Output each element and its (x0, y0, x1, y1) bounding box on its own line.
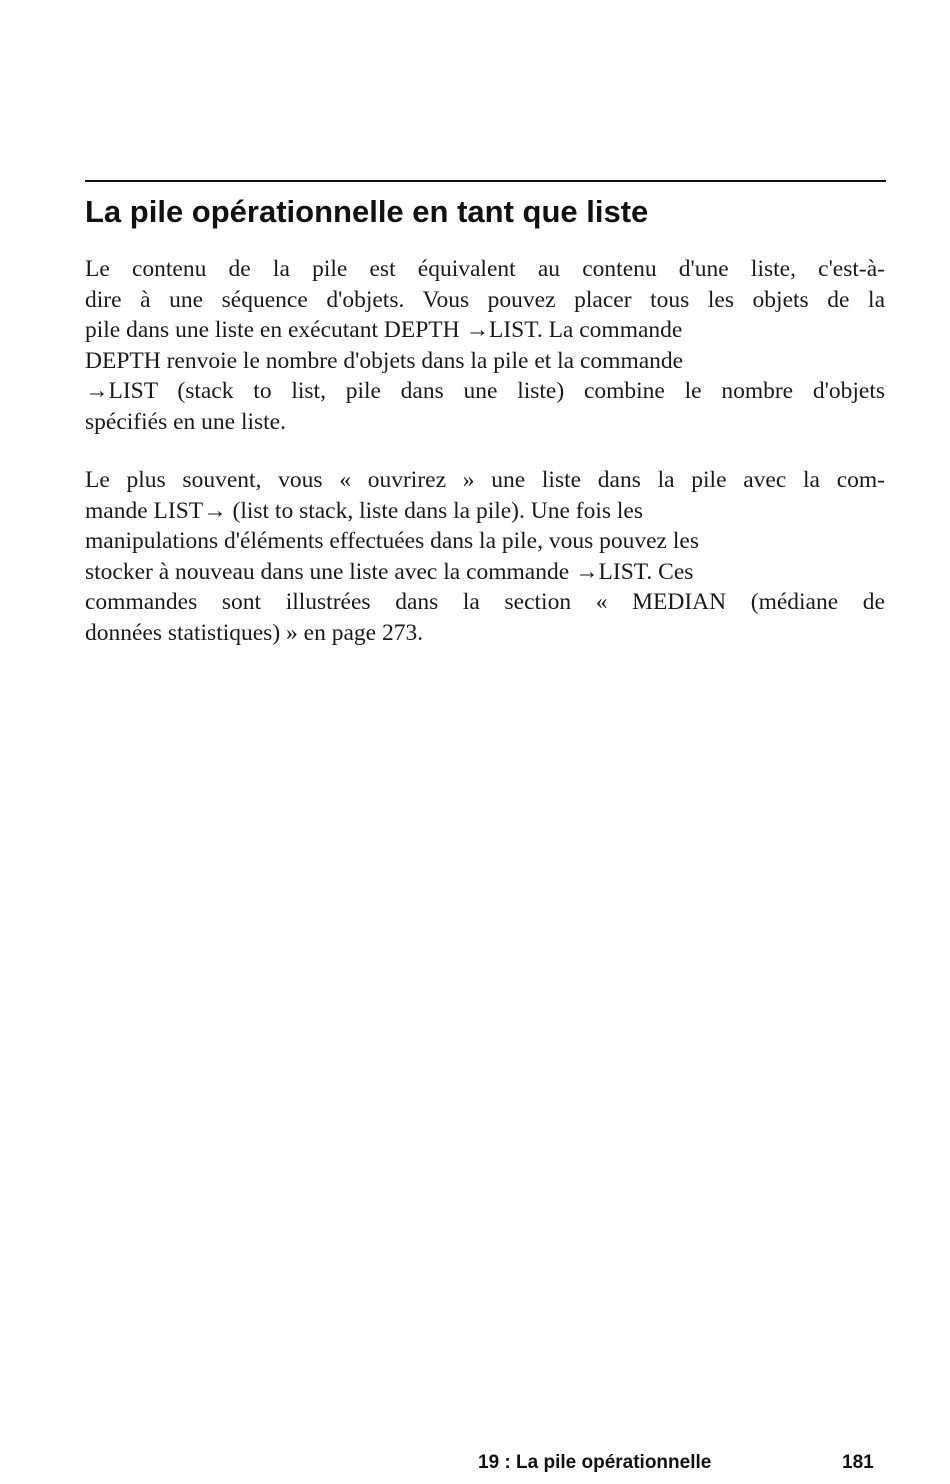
paragraph (85, 254, 885, 437)
running-footer-chapter: 19 : La pile opérationnelle (478, 1452, 712, 1473)
text-line: manipulations d'éléments effectuées dans la pile, vous pouvez les (85, 528, 699, 554)
text-line: DEPTH renvoie le nombre d'objets dans la pile et la commande (85, 347, 684, 374)
paragraph (85, 465, 885, 648)
text-line: commandes sont illustrées dans la section « MEDIAN (médiane de (85, 589, 885, 615)
text-line: spécifiés en une liste. (85, 408, 286, 435)
section-title: La pile opérationnelle en tant que liste (85, 194, 649, 229)
text-line: données statistiques) » en page 273. (85, 619, 424, 646)
text-line: →LIST (stack to list, pile dans une liste) combine le nombre d'objets (85, 378, 885, 404)
text-line: stocker à nouveau dans une liste avec la commande →LIST. Ces (85, 558, 694, 585)
text-line: pile dans une liste en exécutant DEPTH →LIST. La commande (85, 317, 683, 343)
text-line: Le contenu de la pile est équivalent au contenu d'une liste, c'est-à- (85, 256, 885, 282)
text-line: Le plus souvent, vous « ouvrirez » une liste dans la pile avec la com- (85, 467, 885, 493)
heading-rule (85, 180, 886, 182)
text-line: dire à une séquence d'objets. Vous pouvez placer tous les objets de la (85, 286, 885, 313)
page-number: 181 (842, 1452, 874, 1473)
text-line: mande LIST→ (list to stack, liste dans la pile). Une fois les (85, 497, 644, 524)
